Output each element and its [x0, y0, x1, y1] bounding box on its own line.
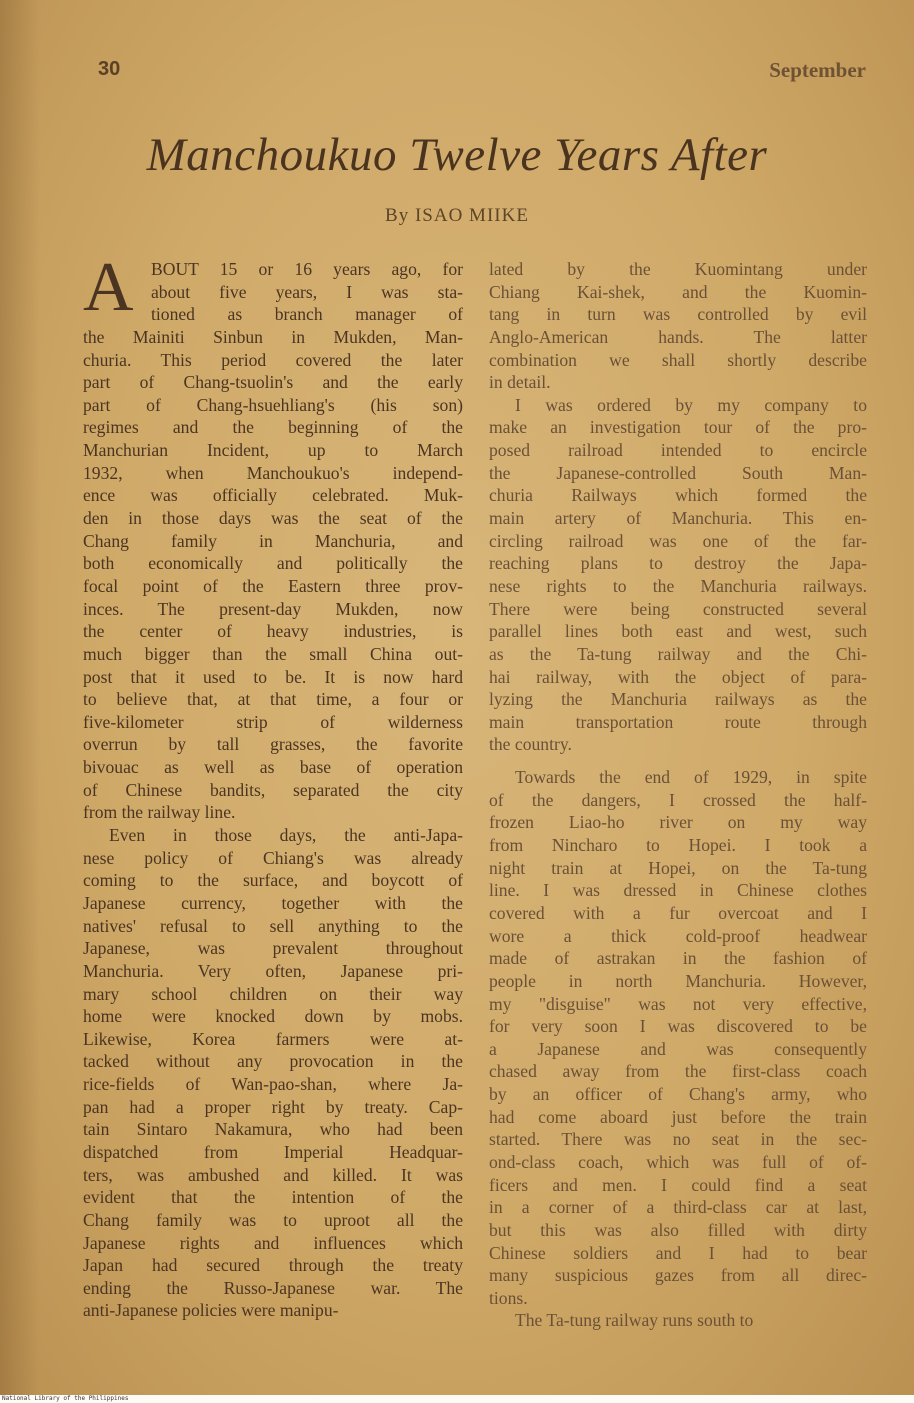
- footer-bar: [0, 1395, 914, 1403]
- text-line: Even in those days, the anti-Japa-: [109, 825, 463, 846]
- text-line: Japanese rights and influences which: [83, 1232, 463, 1253]
- text-line: Japanese currency, together with the: [83, 892, 463, 913]
- text-line: anti-Japanese policies were manipu-: [83, 1300, 339, 1321]
- text-line: Likewise, Korea farmers were at-: [83, 1028, 463, 1049]
- text-line: mary school children on their way: [83, 983, 463, 1004]
- text-line: Manchuria. Very often, Japanese pri-: [83, 960, 463, 981]
- text-line: nese rights to the Manchuria railways.: [489, 575, 867, 596]
- text-line: five-kilometer strip of wilderness: [83, 711, 463, 732]
- text-line: wore a thick cold-proof headwear: [489, 925, 867, 946]
- text-line: Japan had secured through the treaty: [83, 1255, 463, 1276]
- text-line: frozen Liao-ho river on my way: [489, 812, 867, 833]
- text-line: evident that the intention of the: [83, 1187, 463, 1208]
- text-line: The Ta-tung railway runs south to: [515, 1310, 754, 1331]
- text-line: home were knocked down by mobs.: [83, 1006, 463, 1027]
- text-line: Chinese soldiers and I had to bear: [489, 1242, 867, 1263]
- text-line: Chang family in Manchuria, and: [83, 530, 463, 551]
- text-line: ficers and men. I could find a seat: [489, 1174, 867, 1195]
- text-line: churia. This period covered the later: [83, 349, 463, 370]
- text-line: make an investigation tour of the pro-: [489, 417, 867, 438]
- text-line: churia Railways which formed the: [489, 485, 867, 506]
- text-line: nese policy of Chiang's was already: [83, 847, 463, 868]
- text-line: people in north Manchuria. However,: [489, 970, 867, 991]
- text-line: ters, was ambushed and killed. It was: [83, 1164, 463, 1185]
- text-line: ond-class coach, which was full of of-: [489, 1151, 867, 1172]
- text-line: coming to the surface, and boycott of: [83, 870, 463, 891]
- text-line: the center of heavy industries, is: [83, 621, 463, 642]
- text-line: a Japanese and was consequently: [489, 1038, 867, 1059]
- text-line: circling railroad was one of the far-: [489, 530, 867, 551]
- text-line: 1932, when Manchoukuo's independ-: [83, 462, 463, 483]
- text-line: Manchurian Incident, up to March: [83, 440, 463, 461]
- text-line: covered with a fur overcoat and I: [489, 902, 867, 923]
- text-line: focal point of the Eastern three prov-: [83, 575, 463, 596]
- text-line: reaching plans to destroy the Japa-: [489, 553, 867, 574]
- text-line: from Nincharo to Hopei. I took a: [489, 835, 867, 856]
- article-byline: By ISAO MIIKE: [385, 205, 529, 226]
- text-line: pan had a proper right by treaty. Cap-: [83, 1096, 463, 1117]
- text-line: Chang family was to uproot all the: [83, 1209, 463, 1230]
- text-line: the country.: [489, 734, 572, 755]
- text-line: tang in turn was controlled by evil: [489, 304, 867, 325]
- text-line: ending the Russo-Japanese war. The: [83, 1277, 463, 1298]
- text-line: Japanese, was prevalent throughout: [83, 938, 463, 959]
- text-line: Towards the end of 1929, in spite: [515, 767, 867, 788]
- text-line: main transportation route through: [489, 711, 867, 732]
- page-number: 30: [98, 58, 121, 80]
- text-line: of Chinese bandits, separated the city: [83, 779, 463, 800]
- text-line: part of Chang-hsuehliang's (his son): [83, 394, 463, 415]
- text-line: had come aboard just before the train: [489, 1106, 867, 1127]
- drop-cap: A: [83, 249, 134, 326]
- text-line: for very soon I was discovered to be: [489, 1016, 867, 1037]
- text-line: both economically and politically the: [83, 553, 463, 574]
- text-line: from the railway line.: [83, 802, 236, 823]
- text-line: ence was officially celebrated. Muk-: [83, 485, 463, 506]
- text-line: combination we shall shortly describe: [489, 349, 867, 370]
- text-line: in a corner of a third-class car at last,: [489, 1197, 867, 1218]
- text-line: den in those days was the seat of the: [83, 508, 463, 529]
- article-title: Manchoukuo Twelve Years After: [146, 129, 768, 181]
- text-line: I was ordered by my company to: [515, 394, 867, 415]
- text-line: of the dangers, I crossed the half-: [489, 789, 867, 810]
- text-line: started. There was no seat in the sec-: [489, 1129, 867, 1150]
- text-line: inces. The present-day Mukden, now: [83, 598, 463, 619]
- text-line: dispatched from Imperial Headquar-: [83, 1141, 463, 1162]
- footer-credit: National Library of the Philippines: [2, 1395, 129, 1402]
- text-line: line. I was dressed in Chinese clothes: [489, 880, 867, 901]
- left-column: [83, 249, 463, 1322]
- text-line: overrun by tall grasses, the favorite: [83, 734, 463, 755]
- text-line: bivouac as well as base of operation: [83, 757, 463, 778]
- text-line: the Mainiti Sinbun in Mukden, Man-: [83, 326, 463, 347]
- text-line: BOUT 15 or 16 years ago, for: [151, 259, 463, 279]
- text-line: to believe that, at that time, a four or: [83, 689, 463, 710]
- right-column: [489, 258, 867, 1332]
- text-line: There were being constructed several: [489, 598, 867, 619]
- text-line: night train at Hopei, on the Ta-tung: [489, 857, 867, 878]
- text-line: post that it used to be. It is now hard: [83, 666, 463, 687]
- text-line: tioned as branch manager of: [151, 304, 463, 325]
- text-line: made of astrakan in the fashion of: [489, 948, 867, 969]
- text-line: tions.: [489, 1287, 528, 1308]
- text-line: rice-fields of Wan-pao-shan, where Ja-: [83, 1074, 463, 1095]
- text-line: parallel lines both east and west, such: [489, 621, 867, 642]
- text-line: about five years, I was sta-: [151, 281, 463, 302]
- text-line: hai railway, with the object of para-: [489, 666, 867, 687]
- paragraph-gap: [489, 756, 867, 766]
- text-line: tain Sintaro Nakamura, who had been: [83, 1119, 463, 1140]
- text-line: my "disguise" was not very effective,: [489, 993, 867, 1014]
- running-head-month: September: [769, 58, 866, 82]
- text-line: lated by the Kuomintang under: [489, 259, 867, 279]
- text-line: much bigger than the small China out-: [83, 643, 463, 664]
- text-line: posed railroad intended to encircle: [489, 440, 867, 461]
- text-line: lyzing the Manchuria railways as the: [489, 689, 867, 710]
- text-line: part of Chang-tsuolin's and the early: [83, 372, 463, 393]
- text-line: tacked without any provocation in the: [83, 1051, 463, 1072]
- text-line: natives' refusal to sell anything to the: [83, 915, 463, 936]
- text-line: many suspicious gazes from all direc-: [489, 1265, 867, 1286]
- text-line: the Japanese-controlled South Man-: [489, 462, 867, 483]
- text-line: Anglo-American hands. The latter: [489, 326, 867, 347]
- text-line: Chiang Kai-shek, and the Kuomin-: [489, 281, 867, 302]
- text-line: in detail.: [489, 372, 551, 393]
- text-line: main artery of Manchuria. This en-: [489, 508, 867, 529]
- text-line: as the Ta-tung railway and the Chi-: [489, 643, 867, 664]
- text-line: by an officer of Chang's army, who: [489, 1084, 867, 1105]
- text-line: chased away from the first-class coach: [489, 1061, 867, 1082]
- text-line: but this was also filled with dirty: [489, 1219, 867, 1240]
- text-line: regimes and the beginning of the: [83, 417, 463, 438]
